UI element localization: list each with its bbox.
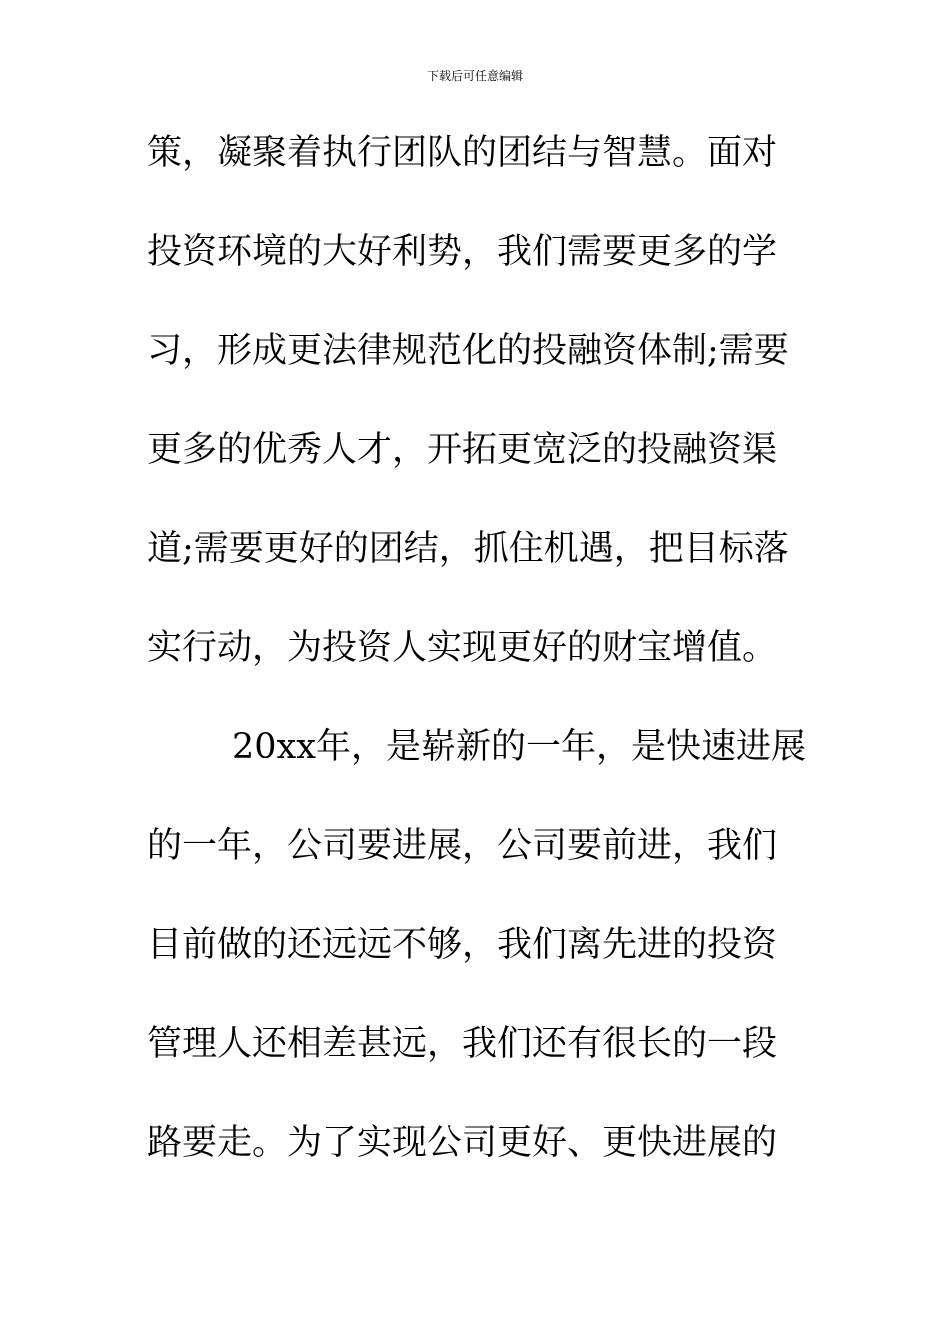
header-note: 下载后可任意编辑: [426, 69, 523, 83]
text-line: 管理人还相差甚远，我们还有很长的一段: [147, 1024, 778, 1064]
text-line: 实行动，为投资人实现更好的财宝增值。: [147, 628, 778, 668]
text-line: 投资环境的大好利势，我们需要更多的学: [147, 232, 778, 272]
paragraph: [147, 127, 827, 721]
text-line: 道;需要更好的团结，抓住机遇，把目标落: [147, 529, 789, 569]
text-line: 路要走。为了实现公司更好、更快进展的: [147, 1123, 778, 1163]
text-line: 策，凝聚着执行团队的团结与智慧。面对: [147, 133, 778, 173]
text-line: 20xx年，是崭新的一年，是快速进展: [232, 727, 807, 767]
text-line: 更多的优秀人才，开拓更宽泛的投融资渠: [147, 430, 778, 470]
paragraph: [147, 721, 827, 1216]
text-line: 习，形成更法律规范化的投融资体制;需要: [147, 331, 789, 371]
text-line: 的一年，公司要进展，公司要前进，我们: [147, 826, 778, 866]
text-line: 目前做的还远远不够，我们离先进的投资: [147, 925, 778, 965]
body-text: [147, 127, 827, 1216]
